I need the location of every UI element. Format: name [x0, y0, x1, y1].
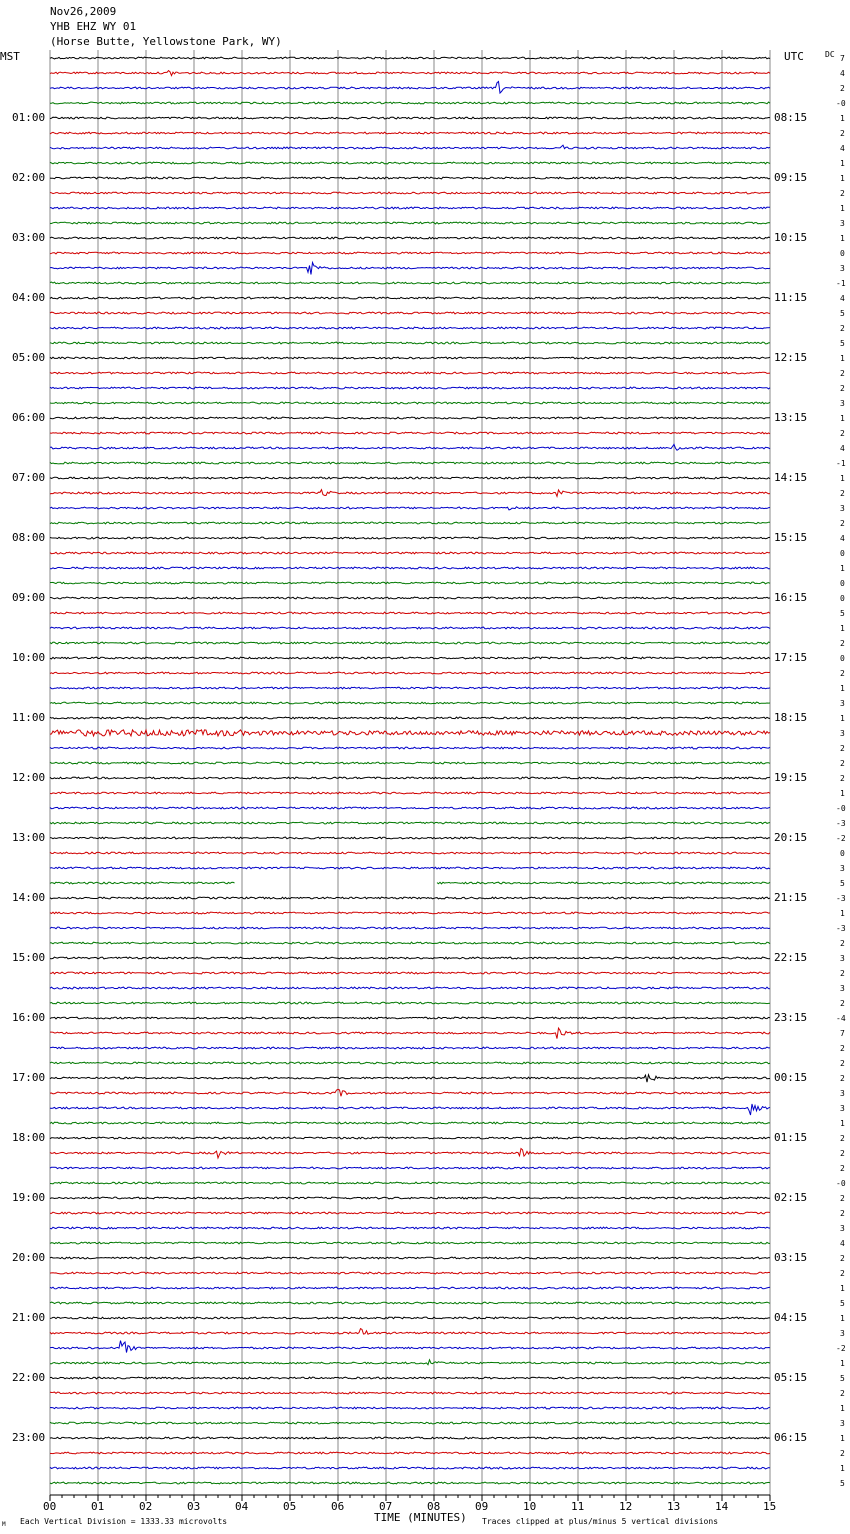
right-hour-label: 08:15: [774, 111, 808, 124]
dc-offset-value: 3: [840, 264, 845, 273]
x-tick-label: 05: [283, 1500, 297, 1513]
trace-26: [50, 444, 770, 450]
dc-offset-value: 3: [840, 1224, 845, 1233]
dc-offset-value: 5: [840, 1479, 845, 1488]
trace-55: [50, 882, 770, 884]
right-hour-label: 22:15: [774, 951, 808, 964]
trace-47: [50, 762, 770, 764]
left-hour-label: 05:00: [12, 351, 46, 364]
trace-83: [50, 1302, 770, 1304]
trace-68: [50, 1075, 770, 1083]
dc-offset-value: 2: [840, 1389, 845, 1398]
left-hour-label: 02:00: [12, 171, 46, 184]
dc-offset-value: 5: [840, 339, 845, 348]
trace-90: [50, 1407, 770, 1409]
dc-offset-value: 2: [840, 1134, 845, 1143]
trace-60: [50, 957, 770, 959]
dc-offset-value: -3: [836, 924, 846, 933]
trace-93: [50, 1452, 770, 1454]
right-hour-label: 00:15: [774, 1071, 808, 1084]
dc-offset-value: -2: [836, 834, 846, 843]
right-hour-label: 18:15: [774, 711, 808, 724]
trace-70: [50, 1104, 770, 1115]
trace-56: [50, 897, 770, 899]
x-tick-label: 00: [43, 1500, 57, 1513]
dc-offset-value: 3: [840, 1329, 845, 1338]
trace-71: [50, 1122, 770, 1124]
dc-offset-value: 3: [840, 864, 845, 873]
dc-offset-value: 3: [840, 984, 845, 993]
clipping-note: Traces clipped at plus/minus 5 vertical divisions: [482, 1517, 719, 1526]
trace-30: [50, 507, 770, 510]
trace-50: [50, 807, 770, 809]
x-tick-label: 06: [331, 1500, 345, 1513]
x-tick-label: 15: [763, 1500, 777, 1513]
dc-offset-value: 2: [840, 639, 845, 648]
dc-offset-value: 5: [840, 1374, 845, 1383]
dc-offset-value: -0: [836, 1179, 846, 1188]
trace-66: [50, 1047, 770, 1049]
trace-15: [50, 282, 770, 284]
trace-34: [50, 567, 770, 569]
trace-39: [50, 642, 770, 644]
x-tick-label: 10: [523, 1500, 537, 1513]
left-hour-label: 21:00: [12, 1311, 46, 1324]
trace-89: [50, 1392, 770, 1394]
x-tick-label: 07: [379, 1500, 393, 1513]
left-hour-label: 06:00: [12, 411, 46, 424]
dc-offset-value: 2: [840, 1209, 845, 1218]
dc-offset-value: -0: [836, 804, 846, 813]
right-timezone-label: UTC: [784, 50, 804, 63]
right-hour-label: 15:15: [774, 531, 808, 544]
trace-9: [50, 192, 770, 194]
trace-57: [50, 912, 770, 914]
dc-offset-value: 1: [840, 474, 845, 483]
left-hour-label: 03:00: [12, 231, 46, 244]
trace-28: [50, 477, 770, 479]
right-hour-label: 20:15: [774, 831, 808, 844]
trace-72: [50, 1137, 770, 1139]
dc-offset-value: -1: [836, 279, 846, 288]
dc-offset-value: 1: [840, 1464, 845, 1473]
trace-73: [50, 1149, 770, 1159]
dc-offset-value: 3: [840, 729, 845, 738]
left-timezone-label: MST: [0, 50, 20, 63]
trace-64: [50, 1017, 770, 1019]
right-hour-label: 11:15: [774, 291, 808, 304]
dc-offset-value: 1: [840, 1284, 845, 1293]
dc-offset-value: 2: [840, 1059, 845, 1068]
trace-32: [50, 537, 770, 539]
dc-offset-value: 4: [840, 1239, 845, 1248]
trace-79: [50, 1242, 770, 1244]
dc-offset-value: 2: [840, 1074, 845, 1083]
trace-40: [50, 657, 770, 659]
trace-77: [50, 1212, 770, 1214]
dc-offset-value: 1: [840, 354, 845, 363]
trace-84: [50, 1317, 770, 1319]
trace-0: [50, 57, 770, 59]
trace-3: [50, 102, 770, 104]
dc-offset-value: 2: [840, 969, 845, 978]
x-tick-label: 09: [475, 1500, 489, 1513]
trace-21: [50, 372, 770, 374]
dc-offset-value: 1: [840, 684, 845, 693]
left-hour-label: 08:00: [12, 531, 46, 544]
trace-4: [50, 117, 770, 119]
dc-offset-value: 1: [840, 204, 845, 213]
trace-45: [50, 730, 770, 736]
dc-column-label: DC: [825, 50, 835, 59]
dc-offset-value: 5: [840, 879, 845, 888]
trace-91: [50, 1422, 770, 1424]
dc-offset-value: 3: [840, 219, 845, 228]
trace-33: [50, 552, 770, 554]
trace-27: [50, 462, 770, 464]
left-hour-label: 17:00: [12, 1071, 46, 1084]
trace-95: [50, 1482, 770, 1484]
trace-1: [50, 71, 770, 76]
dc-offset-value: 2: [840, 1164, 845, 1173]
dc-offset-value: 2: [840, 1269, 845, 1278]
dc-offset-value: 3: [840, 504, 845, 513]
trace-69: [50, 1089, 770, 1096]
dc-offset-value: 1: [840, 1359, 845, 1368]
dc-offset-value: 2: [840, 1449, 845, 1458]
right-hour-label: 16:15: [774, 591, 808, 604]
dc-offset-value: 1: [840, 414, 845, 423]
dc-offset-value: 4: [840, 69, 845, 78]
left-hour-label: 14:00: [12, 891, 46, 904]
dc-offset-value: -1: [836, 459, 846, 468]
trace-42: [50, 687, 770, 689]
corner-mark: M: [2, 1521, 6, 1528]
dc-offset-value: 1: [840, 114, 845, 123]
right-hour-label: 04:15: [774, 1311, 808, 1324]
dc-offset-value: 1: [840, 174, 845, 183]
trace-46: [50, 747, 770, 749]
dc-offset-value: -0: [836, 99, 846, 108]
trace-63: [50, 1002, 770, 1004]
trace-35: [50, 582, 770, 584]
dc-offset-value: 3: [840, 1104, 845, 1113]
dc-offset-value: 0: [840, 849, 845, 858]
dc-offset-value: 1: [840, 1404, 845, 1413]
trace-24: [50, 417, 770, 419]
trace-65: [50, 1028, 770, 1039]
trace-44: [50, 717, 770, 719]
dc-offset-value: 4: [840, 294, 845, 303]
dc-offset-value: 4: [840, 534, 845, 543]
trace-25: [50, 432, 770, 434]
trace-19: [50, 342, 770, 344]
left-hour-label: 09:00: [12, 591, 46, 604]
trace-76: [50, 1197, 770, 1199]
trace-59: [50, 942, 770, 944]
dc-offset-value: 2: [840, 324, 845, 333]
right-hour-label: 13:15: [774, 411, 808, 424]
trace-12: [50, 237, 770, 239]
dc-offset-value: 7: [840, 1029, 845, 1038]
trace-16: [50, 297, 770, 299]
trace-85: [50, 1329, 770, 1335]
left-hour-label: 07:00: [12, 471, 46, 484]
station-code: YHB EHZ WY 01: [50, 20, 137, 33]
left-hour-label: 22:00: [12, 1371, 46, 1384]
trace-22: [50, 387, 770, 389]
dc-offset-value: 2: [840, 84, 845, 93]
record-date: Nov26,2009: [50, 5, 117, 18]
dc-offset-value: 1: [840, 1314, 845, 1323]
trace-36: [50, 597, 770, 599]
dc-offset-value: 7: [840, 54, 845, 63]
trace-13: [50, 252, 770, 254]
trace-2: [50, 82, 770, 94]
right-hour-label: 21:15: [774, 891, 808, 904]
dc-offset-value: 1: [840, 714, 845, 723]
dc-offset-value: 2: [840, 744, 845, 753]
trace-10: [50, 207, 770, 209]
trace-41: [50, 672, 770, 674]
x-tick-label: 02: [139, 1500, 153, 1513]
trace-67: [50, 1062, 770, 1064]
left-hour-label: 12:00: [12, 771, 46, 784]
right-hour-label: 06:15: [774, 1431, 808, 1444]
right-hour-label: 17:15: [774, 651, 808, 664]
station-location: (Horse Butte, Yellowstone Park, WY): [50, 35, 282, 48]
dc-offset-value: 2: [840, 1149, 845, 1158]
dc-offset-value: 2: [840, 384, 845, 393]
right-hour-label: 14:15: [774, 471, 808, 484]
trace-49: [50, 792, 770, 794]
dc-offset-value: -3: [836, 819, 846, 828]
dc-offset-value: 2: [840, 189, 845, 198]
x-tick-label: 01: [91, 1500, 105, 1513]
trace-87: [50, 1360, 770, 1365]
dc-offset-value: 2: [840, 489, 845, 498]
dc-offset-value: 1: [840, 234, 845, 243]
left-hour-label: 04:00: [12, 291, 46, 304]
trace-78: [50, 1227, 770, 1229]
trace-43: [50, 702, 770, 704]
x-tick-label: 12: [619, 1500, 633, 1513]
dc-offset-value: 0: [840, 249, 845, 258]
x-tick-label: 04: [235, 1500, 249, 1513]
trace-82: [50, 1287, 770, 1289]
dc-offset-value: 1: [840, 1434, 845, 1443]
right-hour-label: 03:15: [774, 1251, 808, 1264]
left-hour-label: 20:00: [12, 1251, 46, 1264]
dc-offset-value: 0: [840, 549, 845, 558]
trace-18: [50, 327, 770, 329]
trace-5: [50, 132, 770, 134]
trace-38: [50, 627, 770, 629]
left-hour-label: 19:00: [12, 1191, 46, 1204]
dc-offset-value: 2: [840, 129, 845, 138]
trace-74: [50, 1167, 770, 1169]
trace-53: [50, 852, 770, 854]
dc-offset-value: 5: [840, 1299, 845, 1308]
dc-offset-value: -3: [836, 894, 846, 903]
left-hour-label: 11:00: [12, 711, 46, 724]
dc-offset-value: 2: [840, 519, 845, 528]
trace-11: [50, 222, 770, 224]
trace-88: [50, 1377, 770, 1379]
dc-offset-value: 2: [840, 669, 845, 678]
trace-23: [50, 402, 770, 404]
trace-75: [50, 1182, 770, 1184]
dc-offset-value: 2: [840, 1194, 845, 1203]
x-tick-label: 08: [427, 1500, 441, 1513]
left-hour-label: 16:00: [12, 1011, 46, 1024]
trace-81: [50, 1272, 770, 1274]
right-hour-label: 12:15: [774, 351, 808, 364]
trace-51: [50, 822, 770, 824]
right-hour-label: 19:15: [774, 771, 808, 784]
left-hour-label: 10:00: [12, 651, 46, 664]
dc-offset-value: -2: [836, 1344, 846, 1353]
right-hour-label: 01:15: [774, 1131, 808, 1144]
trace-48: [50, 777, 770, 779]
trace-54: [50, 867, 770, 869]
dc-offset-value: 2: [840, 1254, 845, 1263]
dc-offset-value: 1: [840, 564, 845, 573]
trace-6: [50, 145, 770, 149]
x-axis: [50, 1495, 770, 1501]
left-hour-label: 23:00: [12, 1431, 46, 1444]
left-hour-label: 18:00: [12, 1131, 46, 1144]
dc-offset-value: -4: [836, 1014, 846, 1023]
trace-20: [50, 357, 770, 359]
trace-17: [50, 312, 770, 314]
dc-offset-value: 0: [840, 594, 845, 603]
trace-7: [50, 162, 770, 164]
dc-offset-value: 4: [840, 444, 845, 453]
dc-offset-value: 1: [840, 1119, 845, 1128]
seismic-traces: [50, 57, 770, 1484]
x-tick-label: 11: [571, 1500, 585, 1513]
trace-29: [50, 490, 770, 497]
trace-14: [50, 263, 770, 275]
dc-offset-value: 4: [840, 144, 845, 153]
trace-58: [50, 927, 770, 929]
dc-offset-value: 3: [840, 1089, 845, 1098]
trace-92: [50, 1437, 770, 1439]
dc-offset-value: 5: [840, 609, 845, 618]
dc-offset-value: 2: [840, 759, 845, 768]
right-hour-label: 10:15: [774, 231, 808, 244]
dc-offset-value: 2: [840, 1044, 845, 1053]
dc-offset-value: 1: [840, 789, 845, 798]
dc-offset-value: 1: [840, 159, 845, 168]
right-hour-label: 23:15: [774, 1011, 808, 1024]
left-hour-label: 01:00: [12, 111, 46, 124]
dc-offset-value: 5: [840, 309, 845, 318]
right-hour-label: 09:15: [774, 171, 808, 184]
left-hour-label: 13:00: [12, 831, 46, 844]
dc-offset-value: 2: [840, 939, 845, 948]
trace-37: [50, 612, 770, 614]
dc-offset-value: 3: [840, 954, 845, 963]
x-tick-label: 03: [187, 1500, 201, 1513]
dc-offset-value: 3: [840, 399, 845, 408]
trace-80: [50, 1257, 770, 1259]
trace-52: [50, 837, 770, 839]
trace-31: [50, 522, 770, 524]
dc-offset-value: 2: [840, 429, 845, 438]
dc-offset-value: 1: [840, 624, 845, 633]
vertical-scale-note: Each Vertical Division = 1333.33 microvolts: [20, 1517, 228, 1526]
dc-offset-value: 0: [840, 654, 845, 663]
trace-62: [50, 987, 770, 989]
dc-offset-value: 2: [840, 999, 845, 1008]
dc-offset-value: 2: [840, 774, 845, 783]
trace-61: [50, 972, 770, 974]
dc-offset-value: 2: [840, 369, 845, 378]
right-hour-label: 02:15: [774, 1191, 808, 1204]
x-tick-label: 14: [715, 1500, 729, 1513]
dc-offset-value: 3: [840, 1419, 845, 1428]
right-hour-label: 05:15: [774, 1371, 808, 1384]
trace-86: [50, 1341, 770, 1353]
left-hour-label: 15:00: [12, 951, 46, 964]
trace-94: [50, 1467, 770, 1469]
x-axis-title: TIME (MINUTES): [374, 1511, 467, 1524]
dc-offset-value: 1: [840, 909, 845, 918]
dc-offset-value: 0: [840, 579, 845, 588]
x-tick-label: 13: [667, 1500, 681, 1513]
trace-8: [50, 177, 770, 179]
dc-offset-value: 3: [840, 699, 845, 708]
